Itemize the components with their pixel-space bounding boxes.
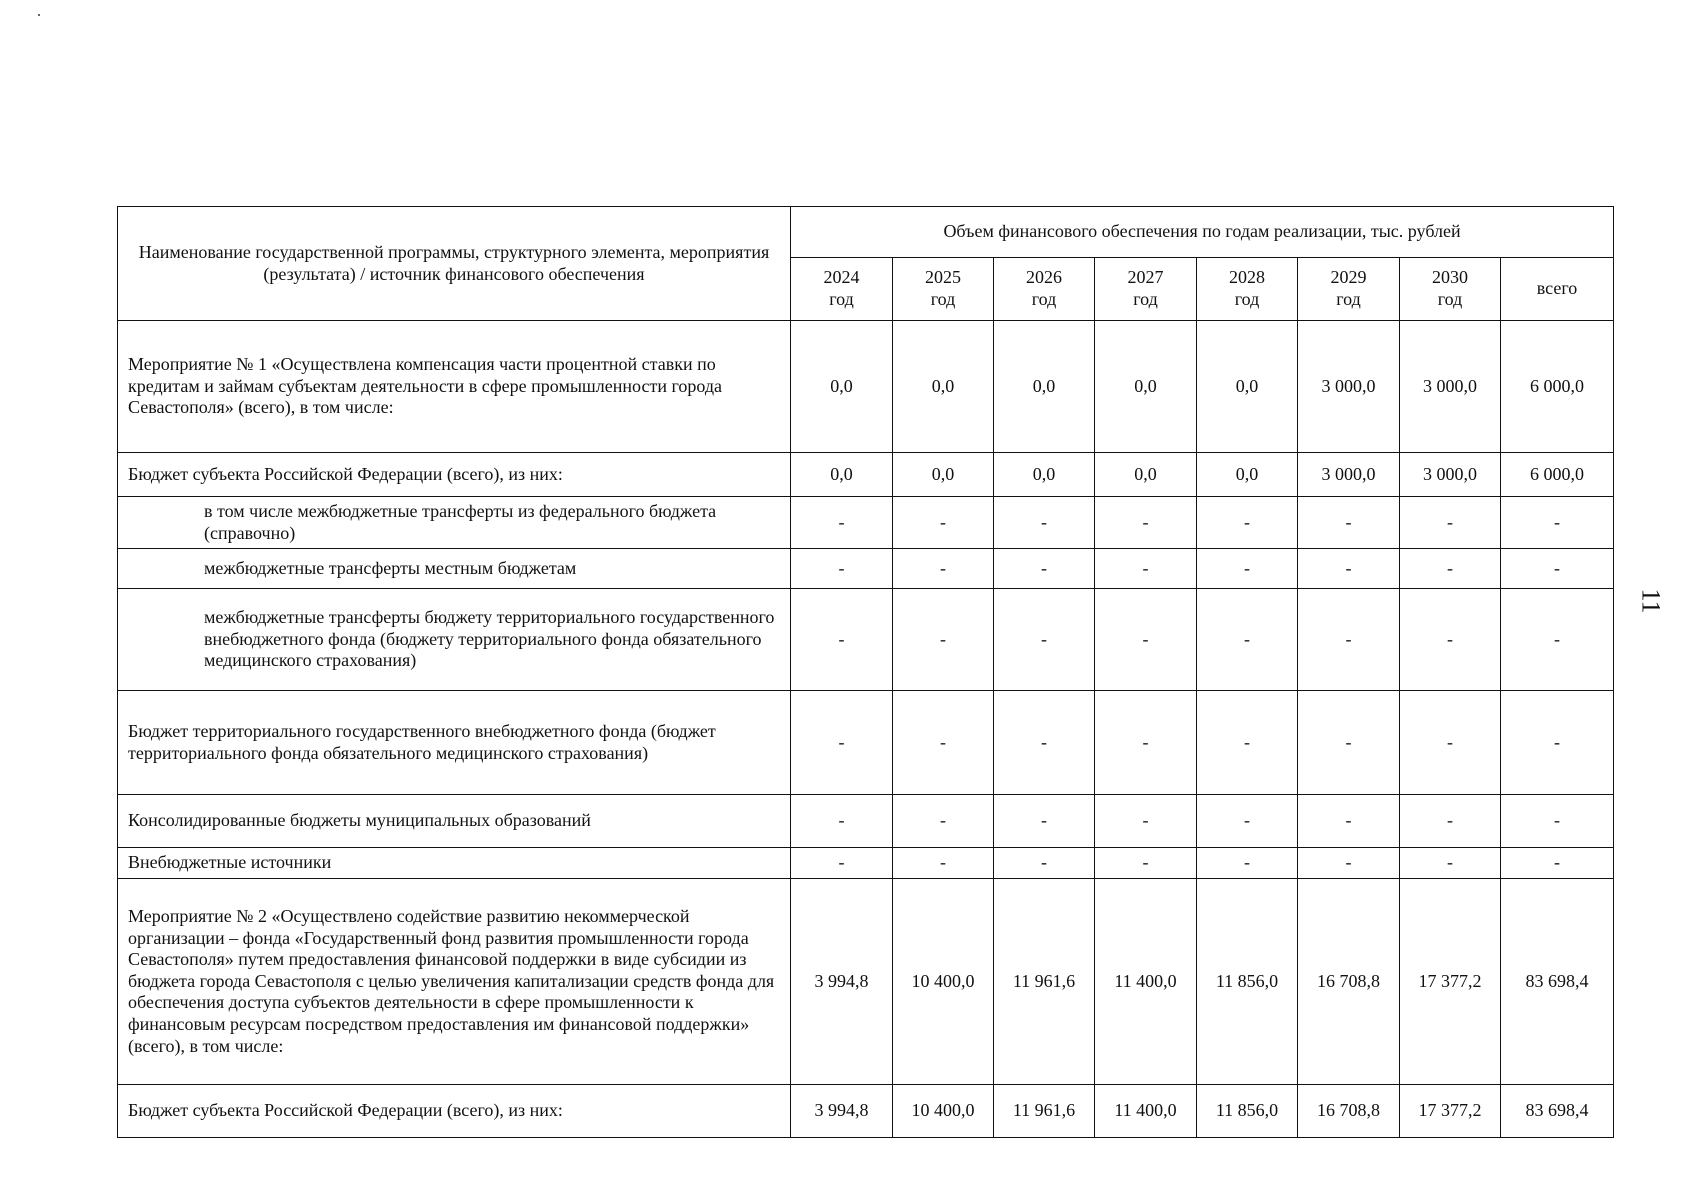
row-value: - (1298, 691, 1400, 795)
table-row (118, 549, 1614, 589)
row-value: - (893, 549, 994, 589)
row-value: - (893, 589, 994, 691)
row-value: - (893, 848, 994, 879)
row-value: - (1400, 589, 1501, 691)
row-value: - (791, 691, 893, 795)
row-value: - (1298, 848, 1400, 879)
row-value: - (994, 549, 1095, 589)
row-value: - (1298, 497, 1400, 549)
row-total: - (1501, 549, 1614, 589)
row-total: - (1501, 691, 1614, 795)
table-row (118, 848, 1614, 879)
header-year: 2030 год (1400, 258, 1501, 321)
row-value: 3 000,0 (1298, 321, 1400, 453)
row-value: 0,0 (1197, 453, 1298, 497)
row-value: 11 856,0 (1197, 1085, 1298, 1138)
row-value: - (1095, 848, 1197, 879)
row-value: - (791, 848, 893, 879)
row-value: 0,0 (1197, 321, 1298, 453)
header-year: 2026 год (994, 258, 1095, 321)
row-value: 11 961,6 (994, 879, 1095, 1085)
row-value: 0,0 (791, 321, 893, 453)
row-value: - (994, 848, 1095, 879)
row-value: - (1400, 848, 1501, 879)
row-value: 11 400,0 (1095, 1085, 1197, 1138)
row-total: 83 698,4 (1501, 879, 1614, 1085)
row-name: Бюджет территориального государственного внебюджетного фонда (бюджет территориального фонда обязательного медицинского страхования) (118, 691, 791, 795)
row-value: - (893, 691, 994, 795)
header-name-column: Наименование государственной программы, структурного элемента, мероприятия (результата) / источник финансового обеспечения (118, 207, 791, 321)
row-value: - (1095, 795, 1197, 848)
table-row (118, 691, 1614, 795)
row-total: - (1501, 589, 1614, 691)
row-total: - (1501, 497, 1614, 549)
row-name: Бюджет субъекта Российской Федерации (всего), из них: (118, 453, 791, 497)
table-row (118, 321, 1614, 453)
row-value: 0,0 (893, 453, 994, 497)
row-value: - (893, 795, 994, 848)
row-value: 17 377,2 (1400, 1085, 1501, 1138)
row-value: 0,0 (1095, 321, 1197, 453)
row-name: Консолидированные бюджеты муниципальных образований (118, 795, 791, 848)
row-value: - (1095, 549, 1197, 589)
table-header-row (118, 207, 1614, 258)
row-value: - (1197, 549, 1298, 589)
header-total: всего (1501, 258, 1614, 321)
row-value: 10 400,0 (893, 879, 994, 1085)
row-value: - (1197, 589, 1298, 691)
header-year: 2029 год (1298, 258, 1400, 321)
row-total: 6 000,0 (1501, 321, 1614, 453)
row-value: 16 708,8 (1298, 1085, 1400, 1138)
financing-table-container (117, 206, 1613, 1138)
row-value: 3 000,0 (1298, 453, 1400, 497)
row-value: - (1298, 589, 1400, 691)
row-value: 0,0 (1095, 453, 1197, 497)
row-value: - (1298, 549, 1400, 589)
row-value: - (1400, 549, 1501, 589)
row-name: Бюджет субъекта Российской Федерации (всего), из них: (118, 1085, 791, 1138)
table-row (118, 795, 1614, 848)
header-funding-caption: Объем финансового обеспечения по годам реализации, тыс. рублей (791, 207, 1614, 258)
row-value: - (1400, 497, 1501, 549)
row-total: 6 000,0 (1501, 453, 1614, 497)
row-value: - (791, 795, 893, 848)
row-value: 3 000,0 (1400, 321, 1501, 453)
row-value: - (791, 589, 893, 691)
row-value: - (1095, 589, 1197, 691)
scan-speck (38, 14, 40, 16)
page-number: 11 (1636, 588, 1666, 614)
row-value: 11 400,0 (1095, 879, 1197, 1085)
table-row (118, 497, 1614, 549)
row-value: 11 856,0 (1197, 879, 1298, 1085)
row-value: 0,0 (994, 453, 1095, 497)
row-value: 17 377,2 (1400, 879, 1501, 1085)
row-value: 3 994,8 (791, 1085, 893, 1138)
row-name: межбюджетные трансферты местным бюджетам (118, 549, 791, 589)
row-value: - (1197, 497, 1298, 549)
row-value: - (994, 589, 1095, 691)
row-value: - (893, 497, 994, 549)
row-value: - (994, 691, 1095, 795)
row-value: - (1197, 691, 1298, 795)
row-value: - (1197, 795, 1298, 848)
row-name: в том числе межбюджетные трансферты из федерального бюджета (справочно) (118, 497, 791, 549)
table-row (118, 589, 1614, 691)
row-value: 0,0 (994, 321, 1095, 453)
row-value: - (1095, 691, 1197, 795)
table-row (118, 1085, 1614, 1138)
financing-table (117, 206, 1614, 1138)
row-value: - (994, 795, 1095, 848)
row-value: - (1400, 795, 1501, 848)
row-total: - (1501, 795, 1614, 848)
header-year: 2025 год (893, 258, 994, 321)
row-name: Мероприятие № 1 «Осуществлена компенсация части процентной ставки по кредитам и займам субъектам деятельности в сфере промышленности города Севастополя» (всего), в том числе: (118, 321, 791, 453)
row-value: - (994, 497, 1095, 549)
row-total: - (1501, 848, 1614, 879)
table-row (118, 453, 1614, 497)
row-name: межбюджетные трансферты бюджету территориального государственного внебюджетного фонда (бюджету территориального фонда обязательного медицинского страхования) (118, 589, 791, 691)
row-value: - (1197, 848, 1298, 879)
row-value: - (1400, 691, 1501, 795)
header-year: 2024 год (791, 258, 893, 321)
row-total: 83 698,4 (1501, 1085, 1614, 1138)
row-value: 0,0 (791, 453, 893, 497)
row-value: - (791, 497, 893, 549)
row-value: - (1298, 795, 1400, 848)
row-value: - (791, 549, 893, 589)
row-value: 16 708,8 (1298, 879, 1400, 1085)
row-value: 10 400,0 (893, 1085, 994, 1138)
row-name: Внебюджетные источники (118, 848, 791, 879)
row-name: Мероприятие № 2 «Осуществлено содействие развитию некоммерческой организации – фонда «Государственный фонд развития промышленности города Севастополя» путем предоставления финансовой поддержки в виде субсидии из бюджета города Севастополя с целью увеличения капитализации средств фонда для обеспечения доступа субъектов деятельности в сфере промышленности к финансовым ресурсам посредством предоставления им финансовой поддержки» (всего), в том числе: (118, 879, 791, 1085)
row-value: 0,0 (893, 321, 994, 453)
header-year: 2028 год (1197, 258, 1298, 321)
row-value: 3 000,0 (1400, 453, 1501, 497)
header-year: 2027 год (1095, 258, 1197, 321)
row-value: - (1095, 497, 1197, 549)
row-value: 11 961,6 (994, 1085, 1095, 1138)
row-value: 3 994,8 (791, 879, 893, 1085)
table-row (118, 879, 1614, 1085)
